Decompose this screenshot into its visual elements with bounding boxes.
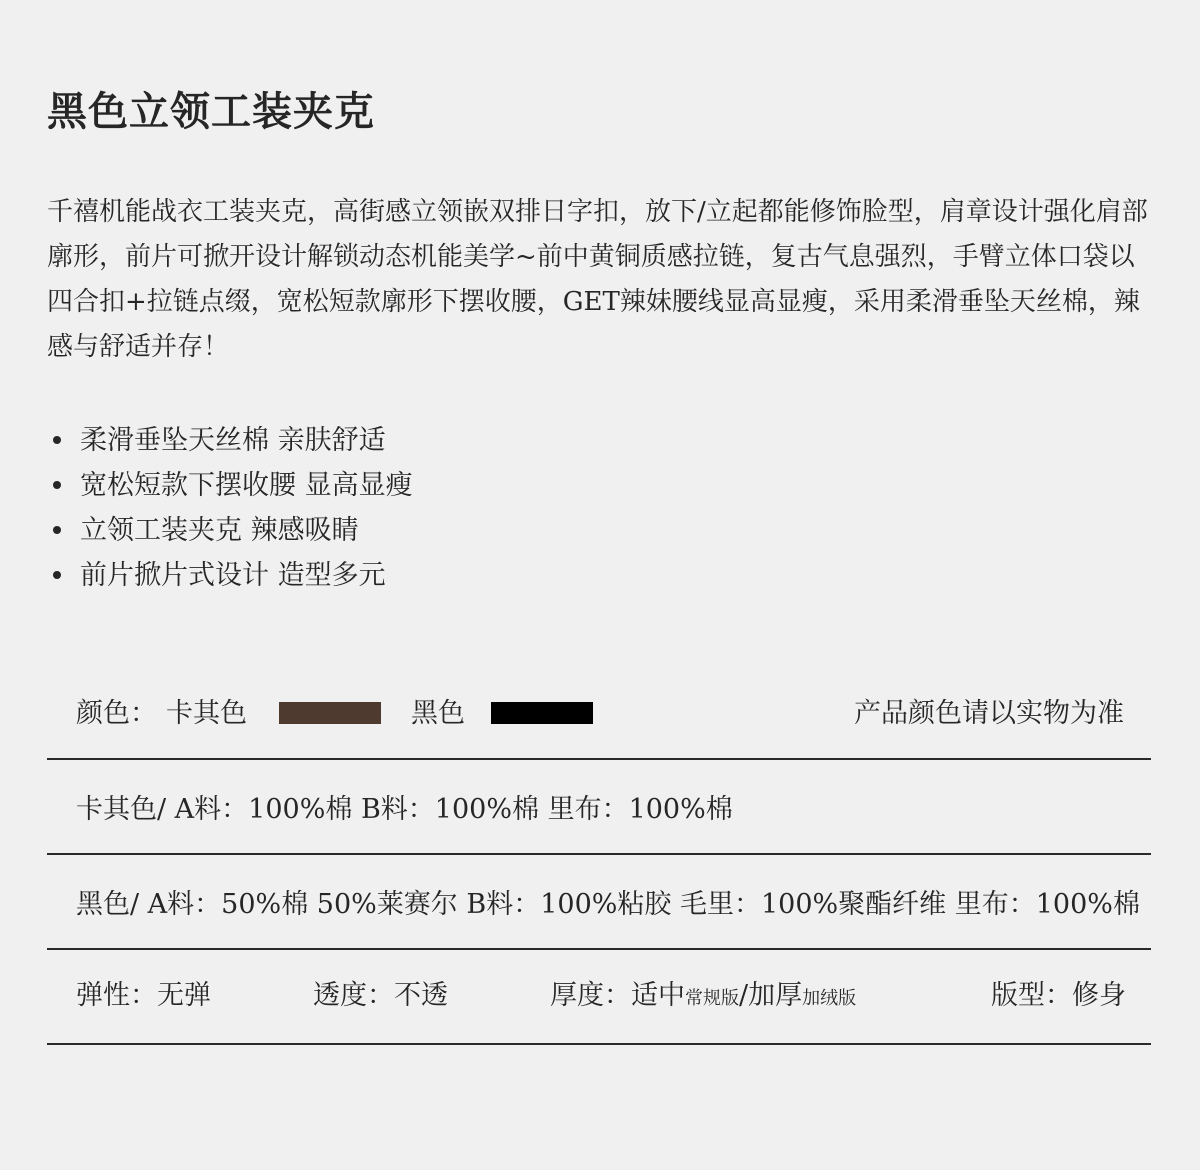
bullet-icon <box>53 571 61 579</box>
divider <box>47 1043 1151 1045</box>
feature-item <box>47 508 413 553</box>
feature-text: 柔滑垂坠天丝棉 亲肤舒适 <box>80 425 386 456</box>
bullet-icon <box>53 526 61 534</box>
material-row-black <box>47 883 1151 927</box>
fit-text: 版型：修身 <box>991 980 1126 1011</box>
material-khaki-text: 卡其色/ A料：100%棉 B料：100%棉 里布：100%棉 <box>76 794 733 825</box>
color-swatch-khaki <box>279 702 381 724</box>
feature-item <box>47 418 413 463</box>
feature-list <box>47 418 413 598</box>
thickness-label: 厚度： <box>550 980 631 1011</box>
divider <box>47 853 1151 855</box>
bullet-icon <box>53 481 61 489</box>
material-black-text: 黑色/ A料：50%棉 50%莱赛尔 B料：100%粘胶 毛里：100%聚酯纤维 里布：100%棉 <box>76 889 1140 920</box>
color-label: 颜色： <box>76 698 157 729</box>
attribute-row <box>47 974 1151 1018</box>
color-swatch-black <box>491 702 593 724</box>
feature-text: 前片掀片式设计 造型多元 <box>80 560 386 591</box>
color-black-name: 黑色 <box>411 698 465 729</box>
color-note: 产品颜色请以实物为准 <box>854 698 1124 729</box>
bullet-icon <box>53 436 61 444</box>
thickness-thick: 加厚 <box>748 980 803 1011</box>
thickness-separator: / <box>739 980 749 1011</box>
thickness-text <box>550 974 856 1021</box>
divider <box>47 758 1151 760</box>
product-description: 千禧机能战衣工装夹克，高街感立领嵌双排日字扣，放下/立起都能修饰脸型，肩章设计强化肩部廓形，前片可掀开设计解锁动态机能美学~前中黄铜质感拉链，复古气息强烈，手臂立体口袋以四合扣+拉链点缀，宽松短款廓形下摆收腰，GET辣妹腰线显高显瘦，采用柔滑垂坠天丝棉，辣感与舒适并存！ <box>47 197 1148 362</box>
elasticity-text: 弹性：无弹 <box>76 980 211 1011</box>
transparency-text: 透度：不透 <box>313 980 448 1011</box>
color-khaki-name: 卡其色 <box>166 698 247 729</box>
thickness-regular-note: 常规版 <box>685 988 739 1009</box>
feature-text: 立领工装夹克 辣感吸睛 <box>80 515 359 546</box>
feature-item <box>47 553 413 598</box>
feature-item <box>47 463 413 508</box>
divider <box>47 948 1151 950</box>
color-row <box>47 692 1151 736</box>
material-row-khaki <box>47 788 1151 832</box>
feature-text: 宽松短款下摆收腰 显高显瘦 <box>80 470 413 501</box>
product-title: 黑色立领工装夹克 <box>47 88 375 135</box>
thickness-regular: 适中 <box>631 980 685 1011</box>
thickness-thick-note: 加绒版 <box>802 988 857 1009</box>
